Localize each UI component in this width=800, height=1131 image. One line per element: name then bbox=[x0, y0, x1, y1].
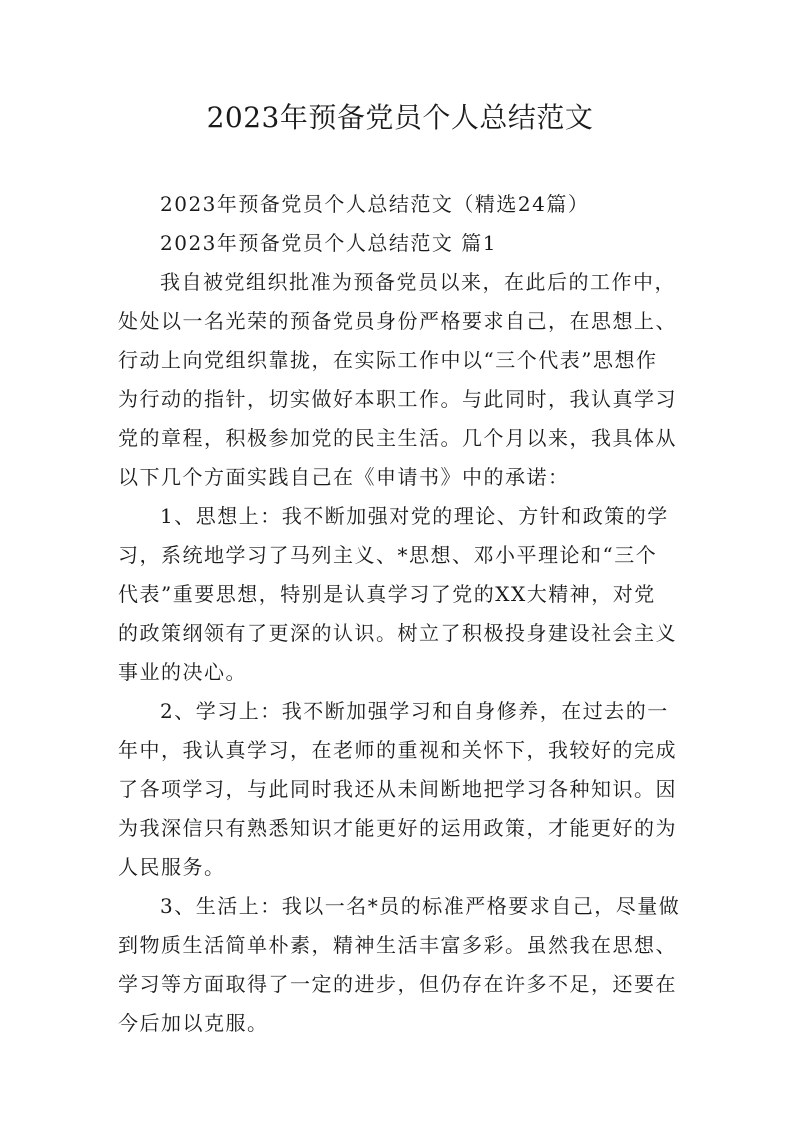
subtitle-line: 2023年预备党员个人总结范文（精选24篇） bbox=[160, 192, 590, 216]
document-title: 2023年预备党员个人总结范文 bbox=[206, 101, 594, 134]
paragraph-line: 为我深信只有熟悉知识才能更好的运用政策，才能更好的为 bbox=[118, 816, 677, 840]
paragraph-line: 1、思想上：我不断加强对党的理论、方针和政策的学 bbox=[160, 504, 669, 528]
section-heading: 2023年预备党员个人总结范文 篇1 bbox=[160, 231, 497, 255]
paragraph-line: 党的章程，积极参加党的民主生活。几个月以来，我具体从 bbox=[118, 426, 677, 450]
paragraph-line: 代表”重要思想，特别是认真学习了党的XX大精神，对党 bbox=[118, 582, 656, 606]
paragraph-line: 以下几个方面实践自己在《申请书》中的承诺： bbox=[118, 465, 570, 489]
paragraph-line: 习，系统地学习了马列主义、*思想、邓小平理论和“三个 bbox=[118, 543, 658, 567]
paragraph-line: 到物质生活简单朴素，精神生活丰富多彩。虽然我在思想、 bbox=[118, 933, 677, 957]
paragraph-line: 了各项学习，与此同时我还从未间断地把学习各种知识。因 bbox=[118, 777, 677, 801]
paragraph-line: 今后加以克服。 bbox=[118, 1011, 269, 1035]
paragraph-line: 处处以一名光荣的预备党员身份严格要求自己，在思想上、 bbox=[118, 309, 677, 333]
paragraph-line: 3、生活上：我以一名*员的标准严格要求自己，尽量做 bbox=[160, 894, 681, 918]
paragraph-line: 事业的决心。 bbox=[118, 660, 247, 684]
paragraph-line: 为行动的指针，切实做好本职工作。与此同时，我认真学习 bbox=[118, 387, 677, 411]
paragraph-line: 年中，我认真学习，在老师的重视和关怀下，我较好的完成 bbox=[118, 738, 677, 762]
paragraph-line: 的政策纲领有了更深的认识。树立了积极投身建设社会主义 bbox=[118, 621, 677, 645]
paragraph-line: 人民服务。 bbox=[118, 855, 226, 879]
paragraph-line: 学习等方面取得了一定的进步，但仍存在许多不足，还要在 bbox=[118, 972, 677, 996]
paragraph-line: 我自被党组织批准为预备党员以来，在此后的工作中， bbox=[160, 270, 676, 294]
paragraph-line: 2、学习上：我不断加强学习和自身修养，在过去的一 bbox=[160, 699, 669, 723]
paragraph-line: 行动上向党组织靠拢，在实际工作中以“三个代表”思想作 bbox=[118, 348, 658, 372]
